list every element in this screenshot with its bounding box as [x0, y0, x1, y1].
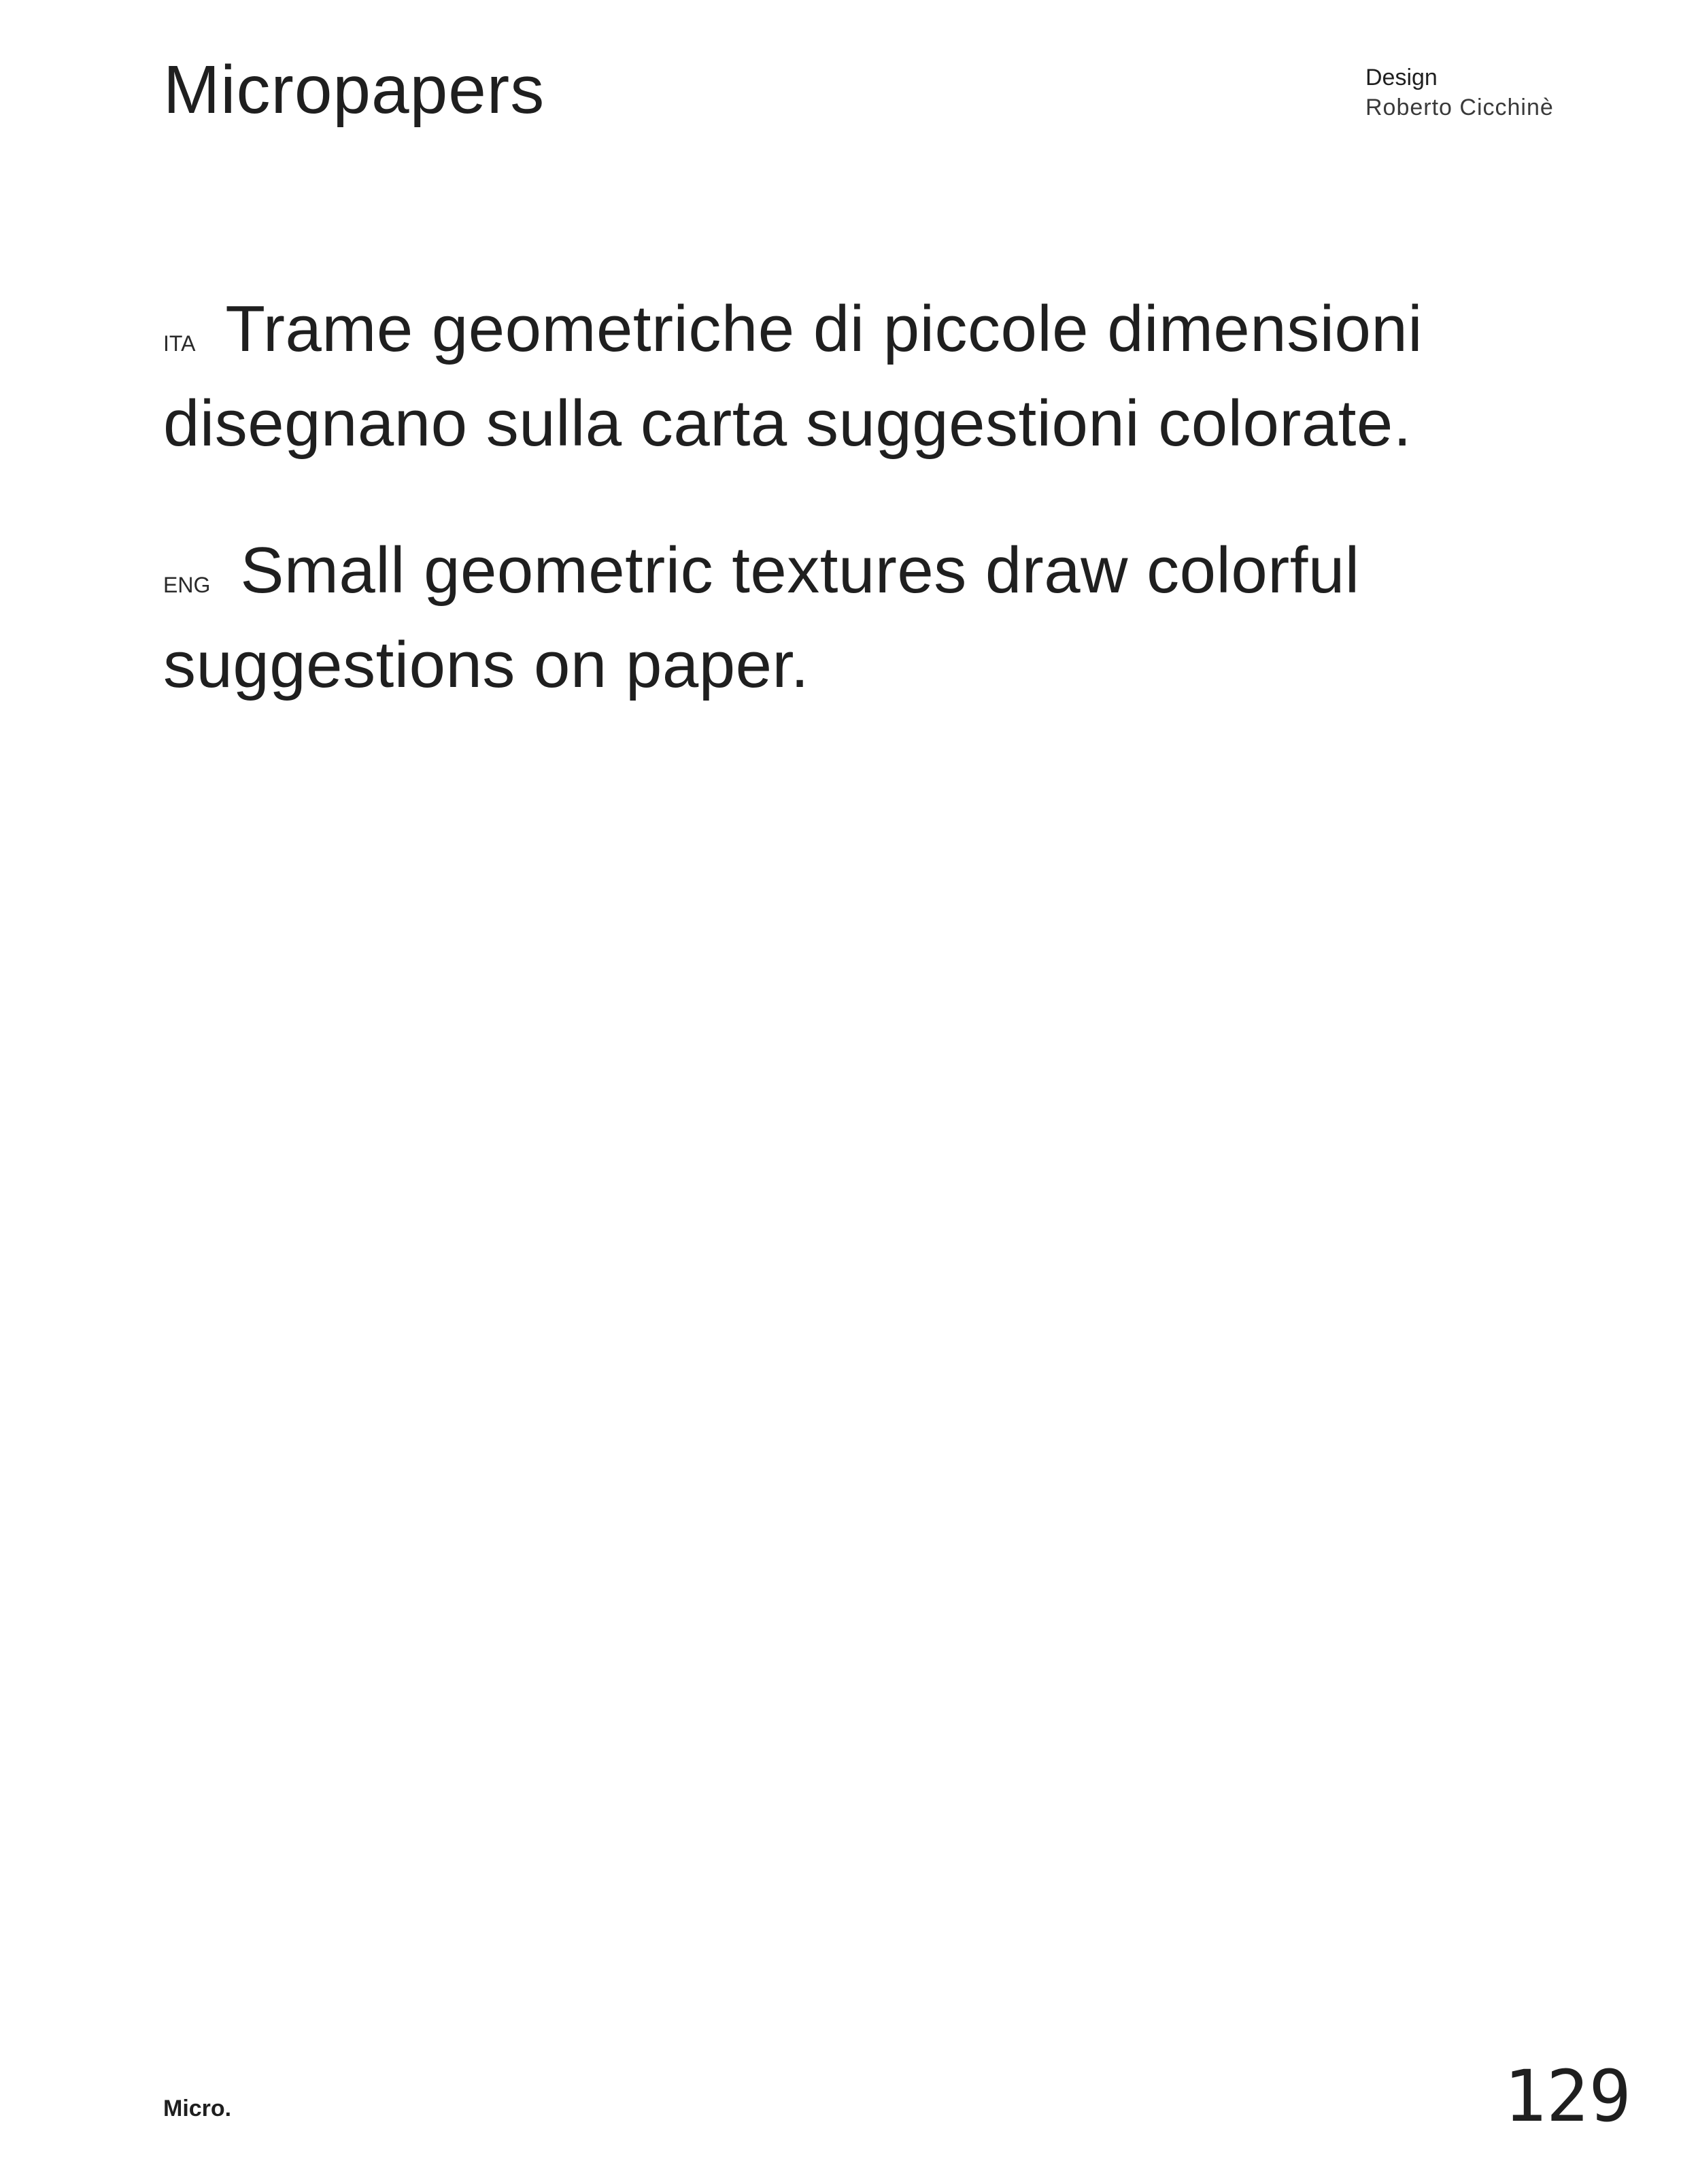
- page-title: Micropapers: [163, 52, 545, 128]
- page-number: 129: [1504, 2055, 1631, 2138]
- credit-role: Design: [1365, 65, 1438, 90]
- italian-description: [163, 289, 1537, 464]
- english-description: [163, 531, 1537, 705]
- designer-name: Roberto Cicchinè: [1365, 95, 1554, 120]
- english-description-text: Small geometric textures draw colorful suggestions on paper.: [163, 534, 1360, 701]
- section-label: Micro.: [163, 2096, 232, 2121]
- language-tag-eng: ENG: [163, 573, 211, 597]
- design-credit: [1365, 63, 1554, 122]
- language-tag-ita: ITA: [163, 331, 196, 356]
- italian-description-text: Trame geometriche di piccole dimensioni disegnano sulla carta suggestioni colorate.: [163, 292, 1423, 460]
